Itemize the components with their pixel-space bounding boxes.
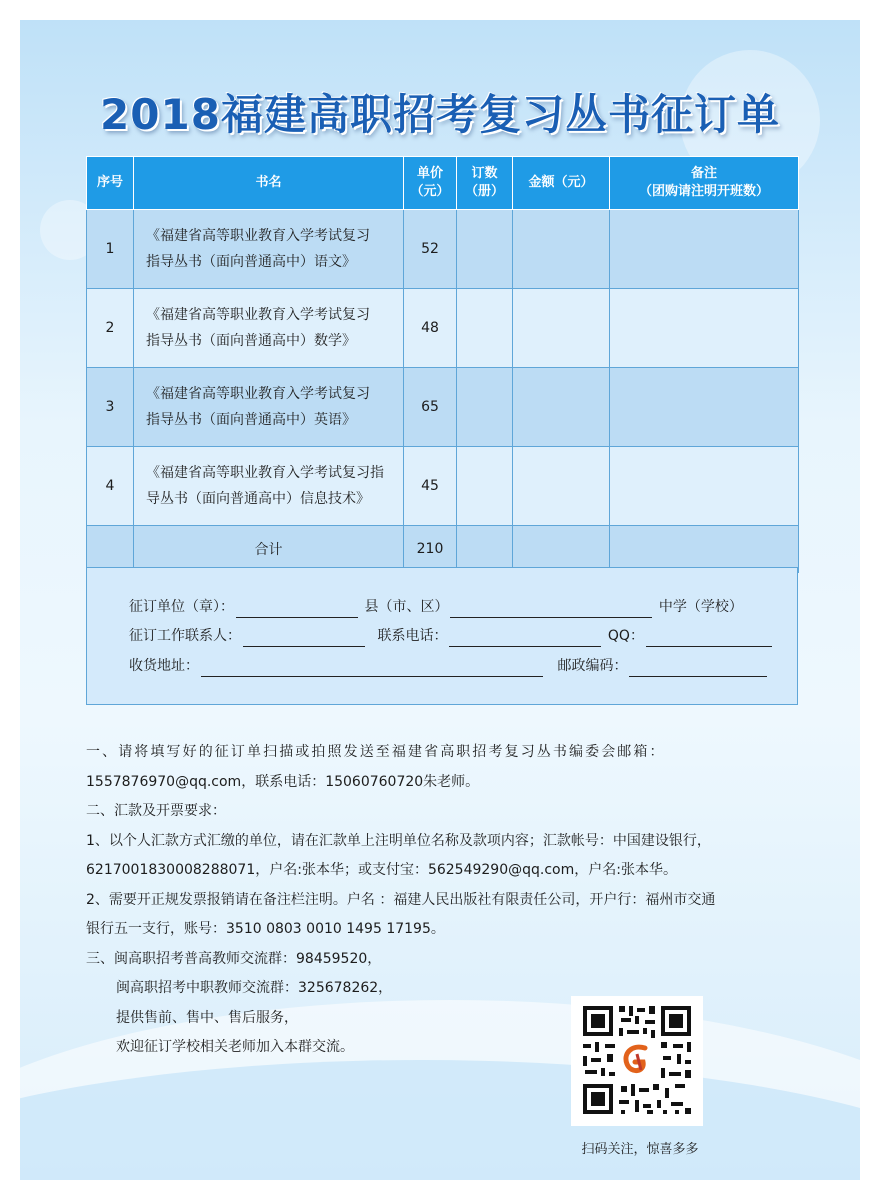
unit-price: 65 — [404, 368, 457, 447]
note-line: 三、闽高职招考普高教师交流群：98459520， — [86, 950, 382, 967]
qr-code-image — [571, 996, 703, 1126]
unit-label: 征订单位（章）： — [129, 599, 234, 615]
book-name: 《福建省高等职业教育入学考试复习 指导丛书（面向普通高中）语文》 — [134, 210, 404, 289]
amount-cell[interactable] — [513, 210, 610, 289]
contact-label: 征订工作联系人： — [129, 628, 241, 644]
qr-caption: 扫码关注，惊喜多多 — [581, 1142, 699, 1157]
col-header-index: 序号 — [87, 157, 134, 210]
row-index: 4 — [87, 447, 134, 526]
col-header-name: 书名 — [134, 157, 404, 210]
qty-cell[interactable] — [457, 289, 513, 368]
table-total-row — [87, 526, 799, 573]
address-row — [129, 655, 769, 677]
book-name: 《福建省高等职业教育入学考试复习 指导丛书（面向普通高中）数学》 — [134, 289, 404, 368]
amount-cell[interactable] — [513, 368, 610, 447]
table-row — [87, 447, 799, 526]
remark-cell[interactable] — [610, 289, 799, 368]
note-line: 银行五一支行，账号：3510 0803 0010 1495 17195。 — [86, 921, 445, 937]
page-title: 2018福建高职招考复习丛书征订单 — [100, 90, 780, 139]
total-amount-cell[interactable] — [513, 526, 610, 573]
contact-field[interactable] — [243, 630, 365, 647]
remark-cell[interactable] — [610, 447, 799, 526]
qty-cell[interactable] — [457, 447, 513, 526]
county-label: 县（市、区） — [364, 599, 449, 615]
note-line: 提供售前、售中、售后服务， — [116, 1009, 298, 1026]
qq-label: QQ： — [607, 628, 644, 644]
qty-cell[interactable] — [457, 368, 513, 447]
row-index: 1 — [87, 210, 134, 289]
row-index: 2 — [87, 289, 134, 368]
col-header-price: 单价 （元） — [404, 157, 457, 210]
qty-cell[interactable] — [457, 210, 513, 289]
row-index: 3 — [87, 368, 134, 447]
col-header-remark: 备注 （团购请注明开班数） — [610, 157, 799, 210]
order-form-poster — [20, 20, 860, 1180]
book-name: 《福建省高等职业教育入学考试复习指 导丛书（面向普通高中）信息技术》 — [134, 447, 404, 526]
table-header-row — [87, 157, 799, 210]
note-line: 1、以个人汇款方式汇缴的单位，请在汇款单上注明单位名称及款项内容；汇款帐号：中国建设银行， — [86, 832, 711, 849]
note-line: 2、需要开正规发票报销请在备注栏注明。户名 ：福建人民出版社有限责任公司，开户行：福州市交通 — [86, 891, 716, 908]
book-name: 《福建省高等职业教育入学考试复习 指导丛书（面向普通高中）英语》 — [134, 368, 404, 447]
phone-label: 联系电话： — [377, 628, 448, 644]
remark-cell[interactable] — [610, 210, 799, 289]
amount-cell[interactable] — [513, 289, 610, 368]
note-line: 1557876970@qq.com，联系电话：15060760720朱老师。 — [86, 773, 480, 790]
address-field[interactable] — [201, 660, 543, 677]
school-label: 中学（学校） — [658, 599, 743, 615]
contact-row — [129, 625, 774, 647]
unit-price: 45 — [404, 447, 457, 526]
col-header-amount: 金额（元） — [513, 157, 610, 210]
note-line: 二、汇款及开票要求： — [86, 803, 226, 819]
qq-field[interactable] — [646, 630, 772, 647]
unit-price: 48 — [404, 289, 457, 368]
unit-price: 52 — [404, 210, 457, 289]
total-price: 210 — [404, 526, 457, 573]
address-label: 收货地址： — [129, 658, 199, 674]
table-row — [87, 210, 799, 289]
note-line: 一、请将填写好的征订单扫描或拍照发送至福建省高职招考复习丛书编委会邮箱： — [86, 744, 666, 760]
subscriber-info-box — [86, 567, 798, 705]
unit-field[interactable] — [236, 601, 358, 618]
table-row — [87, 289, 799, 368]
table-row — [87, 368, 799, 447]
postcode-field[interactable] — [629, 660, 767, 677]
amount-cell[interactable] — [513, 447, 610, 526]
postcode-label: 邮政编码： — [557, 658, 628, 674]
remark-cell[interactable] — [610, 368, 799, 447]
note-line: 欢迎征订学校相关老师加入本群交流。 — [116, 1039, 354, 1055]
total-label: 合计 — [134, 526, 404, 573]
unit-row — [129, 596, 743, 618]
total-remark-cell[interactable] — [610, 526, 799, 573]
note-line: 6217001830008288071，户名:张本华；或支付宝：562549290@qq.com，户名:张本华。 — [86, 862, 677, 878]
total-qty-cell[interactable] — [457, 526, 513, 573]
county-field[interactable] — [450, 601, 652, 618]
order-table — [86, 156, 799, 573]
phone-field[interactable] — [449, 630, 601, 647]
note-line: 闽高职招考中职教师交流群：325678262， — [116, 980, 393, 996]
col-header-qty: 订数 （册） — [457, 157, 513, 210]
